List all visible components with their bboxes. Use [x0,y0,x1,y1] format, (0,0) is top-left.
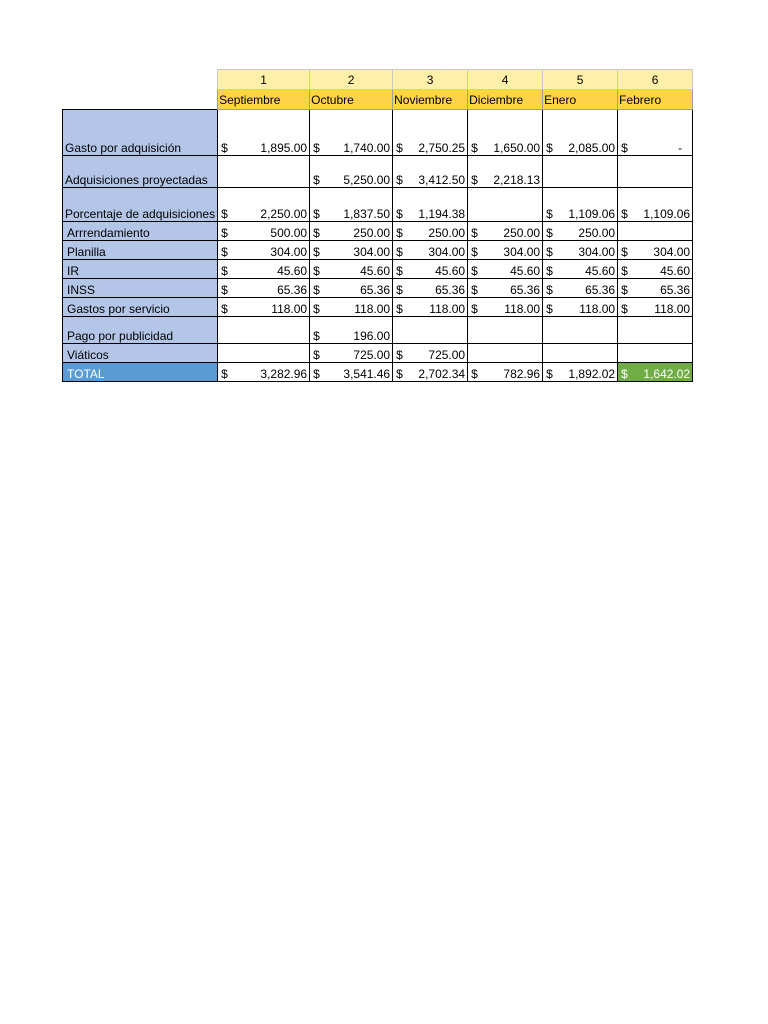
row-label[interactable]: IR [63,260,218,279]
money-value [395,348,465,362]
money-value [312,367,390,381]
money-value [620,283,690,297]
currency-symbol: $ [221,264,228,278]
column-number[interactable]: 4 [468,70,543,90]
money-value [395,226,465,240]
money-value [470,245,540,259]
corner-cell [63,90,218,110]
amount: 118.00 [354,302,391,316]
currency-symbol: $ [396,173,403,187]
amount: 65.36 [585,283,616,297]
amount: 3,412.50 [418,173,466,187]
money-value [220,226,307,240]
amount: 118.00 [504,302,541,316]
money-value [395,302,465,316]
currency-symbol: $ [396,302,403,316]
currency-symbol: $ [221,141,228,155]
money-value [395,245,465,259]
amount: 45.60 [510,264,541,278]
currency-symbol: $ [546,367,553,381]
value-cell[interactable] [310,110,393,156]
value-cell[interactable] [468,156,543,188]
value-cell[interactable] [468,110,543,156]
money-value [620,367,690,381]
value-cell[interactable] [468,241,543,260]
money-value [545,207,615,221]
table-row [63,344,693,363]
value-cell[interactable] [218,317,310,344]
value-cell[interactable] [393,363,468,382]
value-cell[interactable] [543,344,618,363]
currency-symbol: $ [396,226,403,240]
money-value [470,302,540,316]
money-value [620,245,690,259]
currency-symbol: $ [546,264,553,278]
currency-symbol: $ [621,283,628,297]
value-cell[interactable] [310,156,393,188]
value-cell[interactable] [393,298,468,317]
money-value [395,283,465,297]
value-cell[interactable] [393,317,468,344]
money-value [220,245,307,259]
money-value [312,245,390,259]
amount: 5,250.00 [343,173,391,187]
value-cell[interactable] [618,260,693,279]
currency-symbol: $ [396,348,403,362]
currency-symbol: $ [546,283,553,297]
row-label[interactable]: Porcentaje de adquisiciones [63,188,218,222]
amount: 2,250.00 [260,207,308,221]
value-cell[interactable] [543,317,618,344]
money-value [312,207,390,221]
table-row [63,156,693,188]
amount: 304.00 [578,245,616,259]
amount: 65.36 [510,283,541,297]
amount: 2,702.34 [418,367,466,381]
amount: 250.00 [428,226,466,240]
value-cell[interactable] [310,317,393,344]
column-number[interactable]: 6 [618,70,693,90]
column-month[interactable]: Octubre [310,90,393,110]
value-cell[interactable] [468,298,543,317]
amount: 2,085.00 [568,141,616,155]
value-cell[interactable] [618,317,693,344]
currency-symbol: $ [621,264,628,278]
value-cell[interactable] [393,110,468,156]
value-cell[interactable] [218,363,310,382]
table-row [63,317,693,344]
value-cell[interactable] [393,188,468,222]
amount: 45.60 [660,264,691,278]
column-month[interactable]: Septiembre [218,90,310,110]
money-value [545,283,615,297]
currency-symbol: $ [396,367,403,381]
currency-symbol: $ [471,283,478,297]
corner-cell [63,70,218,90]
money-value [395,141,465,155]
value-cell[interactable] [468,363,543,382]
amount: - [678,141,683,155]
column-number[interactable]: 3 [393,70,468,90]
currency-symbol: $ [621,207,628,221]
value-cell[interactable] [218,260,310,279]
amount: 725.00 [428,348,466,362]
amount: 65.36 [277,283,308,297]
value-cell[interactable] [543,110,618,156]
currency-symbol: $ [313,367,320,381]
currency-symbol: $ [396,141,403,155]
amount: 1,109.06 [568,207,616,221]
row-label[interactable]: Gastos por servicio [63,298,218,317]
row-label[interactable]: Arrrendamiento [63,222,218,241]
money-value [312,348,390,362]
money-value [220,302,307,316]
currency-symbol: $ [471,367,478,381]
money-value [470,226,540,240]
money-value [220,141,307,155]
currency-symbol: $ [313,348,320,362]
currency-symbol: $ [621,302,628,316]
currency-symbol: $ [221,367,228,381]
money-value [312,226,390,240]
value-cell[interactable] [218,298,310,317]
amount: 65.36 [660,283,691,297]
value-cell[interactable] [393,241,468,260]
column-month[interactable]: Febrero [618,90,693,110]
value-cell[interactable] [393,279,468,298]
currency-symbol: $ [546,302,553,316]
money-value [545,141,615,155]
header-month-row [63,90,693,110]
amount: 45.60 [435,264,466,278]
value-cell[interactable] [310,344,393,363]
money-value [395,367,465,381]
amount: 118.00 [271,302,308,316]
amount: 118.00 [579,302,616,316]
amount: 1,194.38 [418,207,466,221]
currency-symbol: $ [313,302,320,316]
value-cell[interactable] [218,188,310,222]
amount: 304.00 [353,245,391,259]
money-value [220,207,307,221]
money-value [220,283,307,297]
table-row [63,110,693,156]
value-cell[interactable] [468,222,543,241]
column-month[interactable]: Diciembre [468,90,543,110]
amount: 3,282.96 [260,367,308,381]
currency-symbol: $ [471,264,478,278]
value-cell[interactable] [543,363,618,382]
amount: 1,895.00 [260,141,308,155]
amount: 782.96 [503,367,541,381]
row-label[interactable]: Adquisiciones proyectadas [63,156,218,188]
value-cell[interactable] [543,260,618,279]
amount: 1,892.02 [568,367,616,381]
value-cell[interactable] [218,222,310,241]
currency-symbol: $ [313,264,320,278]
value-cell[interactable] [618,363,693,382]
table-row [63,188,693,222]
amount: 196.00 [353,329,391,343]
money-value [620,141,690,155]
value-cell[interactable] [218,241,310,260]
table-row [63,260,693,279]
row-label[interactable]: Viáticos [63,344,218,363]
value-cell[interactable] [310,279,393,298]
amount: 1,740.00 [343,141,391,155]
value-cell[interactable] [218,110,310,156]
amount: 1,642.02 [643,367,691,381]
value-cell[interactable] [543,241,618,260]
value-cell[interactable] [310,188,393,222]
value-cell[interactable] [468,317,543,344]
money-value [312,173,390,187]
total-row [63,363,693,382]
table-row [63,279,693,298]
currency-symbol: $ [313,207,320,221]
money-value [470,367,540,381]
value-cell[interactable] [393,156,468,188]
total-label[interactable]: TOTAL [63,363,218,382]
amount: 65.36 [360,283,391,297]
amount: 1,650.00 [493,141,541,155]
currency-symbol: $ [313,173,320,187]
value-cell[interactable] [618,222,693,241]
value-cell[interactable] [543,188,618,222]
amount: 1,837.50 [343,207,391,221]
column-number[interactable]: 5 [543,70,618,90]
amount: 45.60 [277,264,308,278]
money-value [395,173,465,187]
value-cell[interactable] [468,188,543,222]
value-cell[interactable] [618,188,693,222]
row-label[interactable]: INSS [63,279,218,298]
money-value [545,245,615,259]
amount: 304.00 [653,245,691,259]
budget-table [62,69,693,382]
money-value [545,367,615,381]
amount: 65.36 [435,283,466,297]
table-row [63,298,693,317]
currency-symbol: $ [471,141,478,155]
money-value [470,141,540,155]
currency-symbol: $ [221,226,228,240]
currency-symbol: $ [221,207,228,221]
value-cell[interactable] [618,298,693,317]
money-value [470,264,540,278]
currency-symbol: $ [313,226,320,240]
row-label[interactable]: Pago por publicidad [63,317,218,344]
value-cell[interactable] [393,222,468,241]
money-value [312,264,390,278]
currency-symbol: $ [396,264,403,278]
table-row [63,222,693,241]
money-value [620,207,690,221]
column-number[interactable]: 1 [218,70,310,90]
value-cell[interactable] [543,156,618,188]
amount: 1,109.06 [643,207,691,221]
value-cell[interactable] [393,344,468,363]
currency-symbol: $ [396,283,403,297]
money-value [312,329,390,343]
currency-symbol: $ [621,245,628,259]
value-cell[interactable] [618,110,693,156]
value-cell[interactable] [618,279,693,298]
amount: 250.00 [503,226,541,240]
amount: 3,541.46 [343,367,391,381]
value-cell[interactable] [543,279,618,298]
currency-symbol: $ [221,245,228,259]
value-cell[interactable] [218,156,310,188]
value-cell[interactable] [310,222,393,241]
money-value [545,264,615,278]
currency-symbol: $ [471,173,478,187]
currency-symbol: $ [546,226,553,240]
column-month[interactable]: Enero [543,90,618,110]
money-value [545,302,615,316]
table-row [63,241,693,260]
money-value [312,283,390,297]
currency-symbol: $ [471,302,478,316]
amount: 2,750.25 [418,141,466,155]
value-cell[interactable] [468,260,543,279]
value-cell[interactable] [543,222,618,241]
amount: 500.00 [270,226,308,240]
currency-symbol: $ [546,207,553,221]
currency-symbol: $ [621,367,628,381]
currency-symbol: $ [471,226,478,240]
amount: 304.00 [428,245,466,259]
value-cell[interactable] [543,298,618,317]
currency-symbol: $ [313,329,320,343]
amount: 304.00 [503,245,541,259]
amount: 45.60 [360,264,391,278]
money-value [395,264,465,278]
amount: 250.00 [578,226,616,240]
money-value [470,173,540,187]
value-cell[interactable] [310,363,393,382]
value-cell[interactable] [618,156,693,188]
value-cell[interactable] [618,344,693,363]
currency-symbol: $ [221,283,228,297]
row-label[interactable]: Planilla [63,241,218,260]
amount: 725.00 [353,348,391,362]
currency-symbol: $ [471,245,478,259]
money-value [545,226,615,240]
amount: 250.00 [353,226,391,240]
money-value [220,264,307,278]
currency-symbol: $ [313,245,320,259]
value-cell[interactable] [618,241,693,260]
currency-symbol: $ [313,283,320,297]
value-cell[interactable] [310,241,393,260]
amount: 304.00 [270,245,308,259]
row-label[interactable]: Gasto por adquisición [63,110,218,156]
column-month[interactable]: Noviembre [393,90,468,110]
value-cell[interactable] [218,279,310,298]
amount: 118.00 [429,302,466,316]
money-value [312,141,390,155]
money-value [220,367,307,381]
money-value [312,302,390,316]
value-cell[interactable] [393,260,468,279]
currency-symbol: $ [396,245,403,259]
value-cell[interactable] [310,260,393,279]
value-cell[interactable] [468,279,543,298]
money-value [620,264,690,278]
currency-symbol: $ [221,302,228,316]
value-cell[interactable] [468,344,543,363]
value-cell[interactable] [218,344,310,363]
currency-symbol: $ [396,207,403,221]
amount: 45.60 [585,264,616,278]
currency-symbol: $ [546,141,553,155]
money-value [470,283,540,297]
column-number[interactable]: 2 [310,70,393,90]
currency-symbol: $ [313,141,320,155]
money-value [620,302,690,316]
header-number-row [63,70,693,90]
currency-symbol: $ [546,245,553,259]
amount: 2,218.13 [493,173,541,187]
amount: 118.00 [654,302,691,316]
value-cell[interactable] [310,298,393,317]
currency-symbol: $ [621,141,628,155]
money-value [395,207,465,221]
